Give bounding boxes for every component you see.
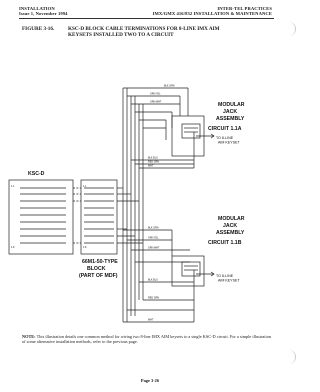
keyset-a-line1: TO 8-LINE bbox=[216, 136, 234, 140]
wire-label-a5: RED GRN bbox=[148, 160, 160, 164]
keyset-b-line2: AIM KEYSET bbox=[218, 278, 240, 283]
keyset-b-line1: TO 8-LINE bbox=[216, 274, 234, 278]
wire-label-a1: BLK GRN bbox=[164, 84, 175, 88]
assembly-b-line1: MODULAR bbox=[218, 216, 245, 222]
block-label-line3: (PART OF MDF) bbox=[79, 273, 118, 279]
block-to-card-jumpers bbox=[73, 188, 81, 243]
assembly-b-line3: ASSEMBLY bbox=[216, 230, 245, 236]
figure-number: FIGURE 3-16. bbox=[22, 26, 55, 32]
wire-label-a2: GRN YEL bbox=[150, 92, 161, 96]
block-row-bottom: 1.8 bbox=[83, 246, 87, 249]
assembly-b-circuit: CIRCUIT 1.1B bbox=[208, 240, 242, 246]
wire-label-b4: BLK BLU bbox=[148, 278, 158, 282]
bus-verticals bbox=[117, 88, 143, 322]
figure-note bbox=[22, 334, 274, 345]
ksc-row-bottom: 1.8 bbox=[11, 246, 15, 249]
assembly-a-line1: MODULAR bbox=[218, 102, 245, 108]
jack-assembly-b bbox=[172, 256, 204, 286]
wire-label-b1: BLK GRN bbox=[148, 226, 159, 230]
assembly-b-line2: JACK bbox=[223, 223, 238, 229]
header-practices: INTER-TEL PRACTICES bbox=[217, 6, 272, 11]
wire-label-a6: WHT bbox=[148, 164, 154, 168]
assembly-a-line3: ASSEMBLY bbox=[216, 116, 245, 122]
header-section: INSTALLATION bbox=[19, 6, 55, 11]
header-issue: Issue 1, November 1994 bbox=[19, 11, 68, 17]
ksc-row-top: 1.1 bbox=[11, 185, 15, 188]
block-label-line2: BLOCK bbox=[87, 266, 106, 272]
header-manual: IMX/GMX 416/832 INSTALLATION & MAINTENANCE bbox=[152, 11, 272, 17]
wire-label-a3: GRN WHT bbox=[150, 100, 162, 104]
note-label: NOTE: bbox=[22, 334, 36, 339]
ksc-d-rows bbox=[20, 188, 66, 243]
wire-label-b5: RED GRN bbox=[148, 296, 160, 300]
note-text: This illustration details one common method for wiring two 8-line IMX AIM keysets to a single KSC-D circuit. For a simple illustration of some alternative installation methods, refer to the previous page. bbox=[22, 334, 271, 345]
wire-label-a4: BLK BLU bbox=[148, 156, 158, 160]
figure-title-line1: KSC-D BLOCK CABLE TERMINATIONS FOR 8-LINE IMX AIM bbox=[68, 26, 220, 32]
wire-label-b3: GRN WHT bbox=[148, 246, 160, 250]
assembly-a-line2: JACK bbox=[223, 109, 238, 115]
block-rows bbox=[84, 188, 114, 243]
assembly-a-circuit: CIRCUIT 1.1A bbox=[208, 126, 242, 132]
block-label-line1: 66M1-50-TYPE bbox=[82, 259, 118, 265]
block-row-top: 1.1 bbox=[83, 185, 87, 188]
keyset-a-line2: AIM KEYSET bbox=[218, 140, 240, 145]
ksc-d-label: KSC-D bbox=[28, 171, 45, 177]
wire-label-b2: GRN YEL bbox=[148, 236, 159, 240]
page-number: Page 3-26 bbox=[140, 378, 160, 383]
wire-label-b6: WHT bbox=[148, 318, 154, 322]
figure-title-line2: KEYSETS INSTALLED TWO TO A CIRCUIT bbox=[68, 32, 174, 39]
